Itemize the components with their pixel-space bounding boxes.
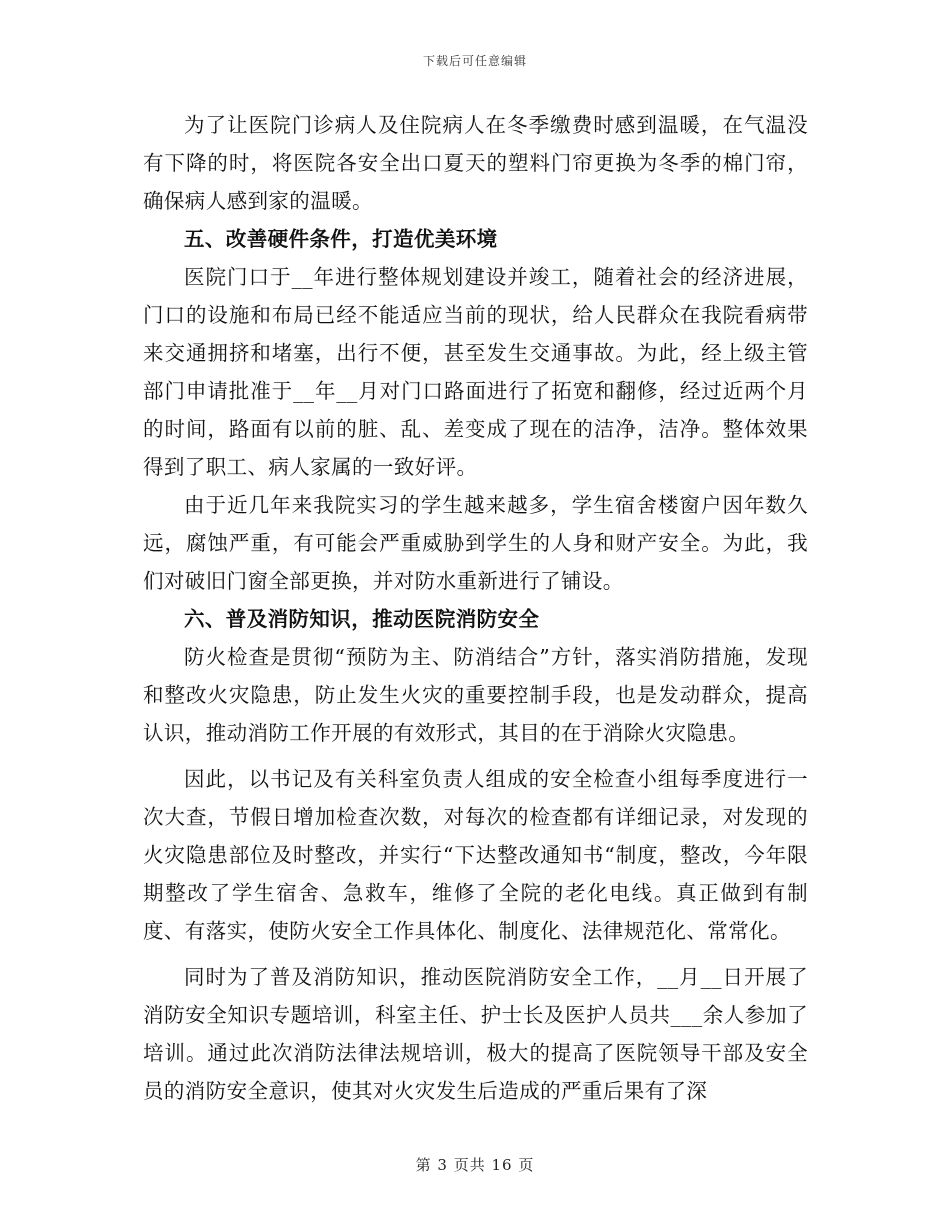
paragraph-curtains: 为了让医院门诊病人及住院病人在冬季缴费时感到温暖，在气温没有下降的时，将医院各安全出口夏天的塑料门帘更换为冬季的棉门帘，确保病人感到家的温暖。 — [143, 113, 808, 213]
paragraph-fire-training: 同时为了普及消防知识，推动医院消防安全工作，__月__日开展了消防安全知识专题培训，科室主任、护士长及医护人员共___余人参加了培训。通过此次消防法律法规培训，极大的提高了医院领导干部及安全员的消防安全意识，使其对火灾发生后造成的严重后果有了深 — [143, 965, 808, 1103]
document-body — [143, 106, 808, 1110]
page-footer: 第 3 页共 16 页 — [415, 1156, 535, 1174]
paragraph-dormitory-windows: 由于近几年来我院实习的学生越来越多，学生宿舍楼窗户因年数久远，腐蚀严重，有可能会严重威胁到学生的人身和财产安全。为此，我们对破旧门窗全部更换，并对防水重新进行了铺设。 — [143, 493, 808, 593]
page-header: 下载后可任意编辑 — [422, 54, 527, 68]
section-heading-5: 五、改善硬件条件，打造优美环境 — [184, 227, 498, 251]
paragraph-road-renovation: 医院门口于__年进行整体规划建设并竣工，随着社会的经济进展，门口的设施和布局已经不能适应当前的现状，给人民群众在我院看病带来交通拥挤和堵塞，出行不便，甚至发生交通事故。为此，经上级主管部门申请批准于__年__月对门口路面进行了拓宽和翻修，经过近两个月的时间，路面有以前的脏、乱、差变成了现在的洁净，洁净。整体效果得到了职工、病人家属的一致好评。 — [143, 265, 808, 479]
paragraph-inspection-team: 因此，以书记及有关科室负责人组成的安全检查小组每季度进行一次大查，节假日增加检查次数，对每次的检查都有详细记录，对发现的火灾隐患部位及时整改，并实行“下达整改通知书“制度，整改，今年限期整改了学生宿舍、急救车，维修了全院的老化电线。真正做到有制度、有落实，使防火安全工作具体化、制度化、法律规范化、常常化。 — [143, 767, 808, 943]
paragraph-fire-inspection: 防火检查是贯彻“预防为主、防消结合”方针，落实消防措施，发现和整改火灾隐患，防止发生火灾的重要控制手段，也是发动群众，提高认识，推动消防工作开展的有效形式，其目的在于消除火灾隐患。 — [143, 645, 808, 745]
section-heading-6: 六、普及消防知识，推动医院消防安全 — [184, 607, 540, 631]
